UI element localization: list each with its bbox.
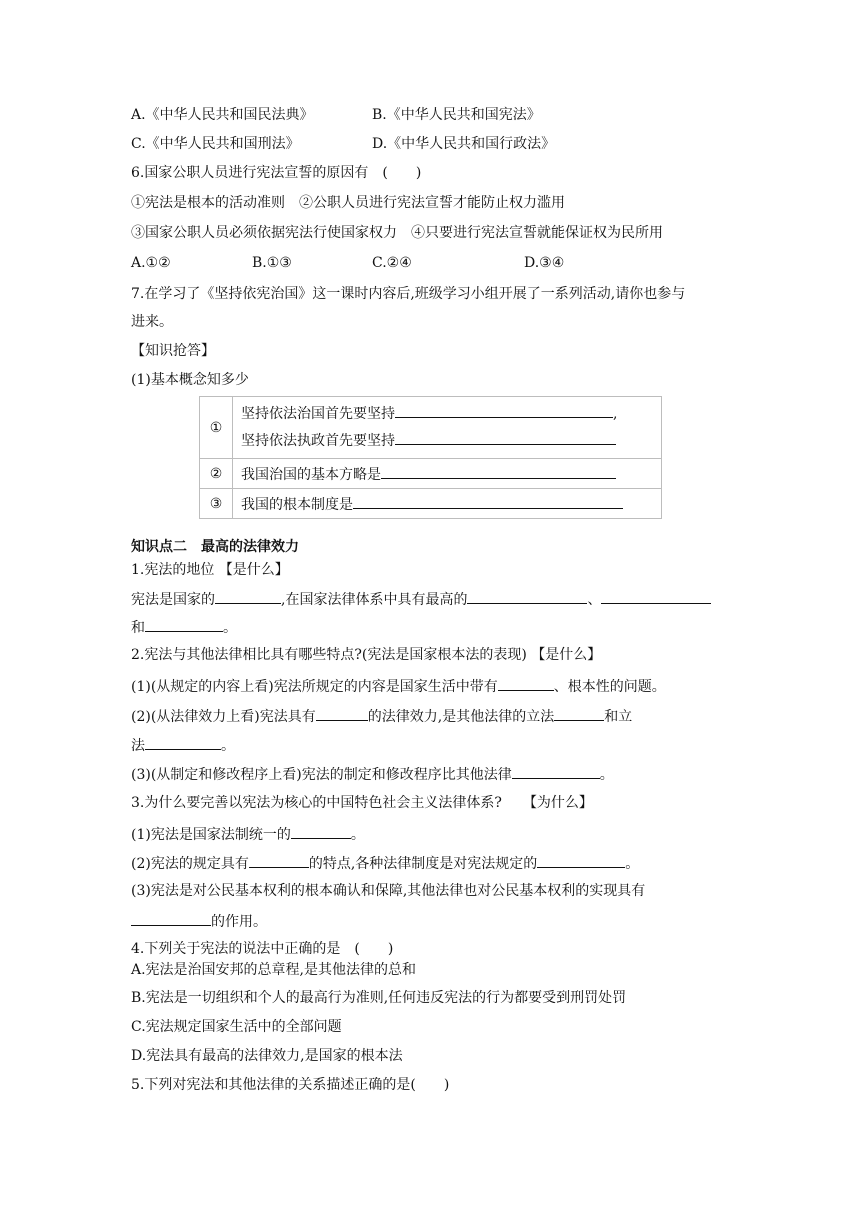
kp2-s1-title: 1.宪法的地位 【是什么】 bbox=[131, 562, 289, 578]
q6-option-c: C.②④ bbox=[372, 255, 412, 271]
text: 。 bbox=[625, 856, 640, 872]
text: 。 bbox=[350, 827, 365, 843]
text: 的特点,各种法律制度是对宪法规定的 bbox=[308, 856, 538, 872]
row-content bbox=[233, 397, 662, 459]
answer-blank[interactable] bbox=[467, 589, 587, 604]
kp2-s2-item-2-cont bbox=[131, 735, 235, 755]
answer-blank[interactable] bbox=[395, 430, 616, 445]
table-row bbox=[200, 489, 662, 519]
text: (1)宪法是国家法制统一的 bbox=[131, 827, 291, 843]
q5-option-c: C.《中华人民共和国刑法》 bbox=[131, 136, 300, 152]
knowledge-quiz-table bbox=[199, 396, 662, 519]
answer-blank[interactable] bbox=[145, 617, 223, 632]
row-text: 我国的根本制度是 bbox=[241, 496, 353, 513]
answer-blank[interactable] bbox=[537, 853, 625, 868]
row-text: 坚持依法治国首先要坚持 bbox=[241, 405, 395, 422]
text: 和 bbox=[131, 620, 145, 636]
text: 的作用。 bbox=[211, 914, 267, 930]
text: 、根本性的问题。 bbox=[553, 679, 666, 695]
kp2-s2-item-3 bbox=[131, 764, 614, 784]
answer-blank[interactable] bbox=[395, 403, 613, 418]
text: (1)(从规定的内容上看)宪法所规定的内容是国家生活中带有 bbox=[131, 679, 498, 695]
text: 法 bbox=[131, 738, 145, 754]
q7-subheading: (1)基本概念知多少 bbox=[131, 372, 249, 388]
table-row bbox=[200, 397, 662, 459]
kp2-s1-line-1 bbox=[131, 589, 711, 609]
q5-option-d: D.《中华人民共和国行政法》 bbox=[372, 136, 556, 152]
kp2-s3-title: 3.为什么要完善以宪法为核心的中国特色社会主义法律体系? 【为什么】 bbox=[131, 795, 593, 811]
q4-stem: 4.下列关于宪法的说法中正确的是 ( ) bbox=[131, 941, 394, 957]
answer-blank[interactable] bbox=[512, 764, 600, 779]
q4-option-b: B.宪法是一切组织和个人的最高行为准则,任何违反宪法的行为都要受到刑罚处罚 bbox=[131, 990, 627, 1006]
q6-statement-line-2: ③国家公职人员必须依据宪法行使国家权力 ④只要进行宪法宣誓就能保证权为民所用 bbox=[131, 225, 663, 241]
kp2-s3-item-3-cont bbox=[131, 911, 267, 931]
row-number: ③ bbox=[200, 489, 233, 519]
answer-blank[interactable] bbox=[353, 494, 623, 509]
q5-option-a: A.《中华人民共和国民法典》 bbox=[131, 107, 314, 123]
text: 、 bbox=[587, 592, 602, 608]
kp2-s1-line-2 bbox=[131, 617, 237, 637]
text: 。 bbox=[223, 620, 237, 636]
text: ,在国家法律体系中具有最高的 bbox=[281, 592, 468, 608]
answer-blank[interactable] bbox=[145, 735, 221, 750]
q5-stem: 5.下列对宪法和其他法律的关系描述正确的是( ) bbox=[131, 1077, 450, 1093]
answer-blank[interactable] bbox=[215, 589, 281, 604]
kp2-s3-item-2 bbox=[131, 853, 639, 873]
answer-blank[interactable] bbox=[554, 706, 604, 721]
q6-option-d: D.③④ bbox=[524, 255, 565, 271]
answer-blank[interactable] bbox=[291, 824, 351, 839]
answer-blank[interactable] bbox=[249, 853, 309, 868]
kp2-s3-item-1 bbox=[131, 824, 365, 844]
row-number: ① bbox=[200, 397, 233, 459]
q4-option-a: A.宪法是治国安邦的总章程,是其他法律的总和 bbox=[131, 962, 417, 978]
kp2-s2-title: 2.宪法与其他法律相比具有哪些特点?(宪法是国家根本法的表现) 【是什么】 bbox=[131, 647, 602, 663]
row-content bbox=[233, 489, 662, 519]
q7-stem-line-2: 进来。 bbox=[131, 314, 173, 330]
q6-statement-line-1: ①宪法是根本的活动准则 ②公职人员进行宪法宣誓才能防止权力滥用 bbox=[131, 195, 565, 211]
text: 。 bbox=[599, 767, 614, 783]
row-text-end: , bbox=[613, 405, 618, 422]
q6-stem: 6.国家公职人员进行宪法宣誓的原因有 ( ) bbox=[131, 165, 422, 181]
text: 和立 bbox=[604, 709, 633, 725]
q7-section-heading: 【知识抢答】 bbox=[131, 343, 215, 359]
row-text: 坚持依法执政首先要坚持 bbox=[241, 432, 395, 449]
text: 。 bbox=[221, 738, 235, 754]
answer-blank[interactable] bbox=[316, 706, 368, 721]
q6-option-b: B.①③ bbox=[252, 255, 292, 271]
answer-blank[interactable] bbox=[498, 676, 554, 691]
kp2-s2-item-1 bbox=[131, 676, 666, 696]
text: 宪法是国家的 bbox=[131, 592, 215, 608]
kp2-s3-item-3: (3)宪法是对公民基本权利的根本确认和保障,其他法律也对公民基本权利的实现具有 bbox=[131, 883, 646, 899]
q4-option-c: C.宪法规定国家生活中的全部问题 bbox=[131, 1019, 342, 1035]
answer-blank[interactable] bbox=[381, 464, 616, 479]
row-content bbox=[233, 459, 662, 489]
text: (2)(从法律效力上看)宪法具有 bbox=[131, 709, 316, 725]
text: (3)(从制定和修改程序上看)宪法的制定和修改程序比其他法律 bbox=[131, 767, 512, 783]
kp2-title: 知识点二 最高的法律效力 bbox=[131, 539, 299, 555]
q7-stem-line-1: 7.在学习了《坚持依宪治国》这一课时内容后,班级学习小组开展了一系列活动,请你也参与 bbox=[131, 286, 686, 302]
text: (2)宪法的规定具有 bbox=[131, 856, 249, 872]
row-number: ② bbox=[200, 459, 233, 489]
table-row bbox=[200, 459, 662, 489]
answer-blank[interactable] bbox=[601, 589, 711, 604]
q4-option-d: D.宪法具有最高的法律效力,是国家的根本法 bbox=[131, 1048, 403, 1064]
row-text: 我国治国的基本方略是 bbox=[241, 466, 381, 483]
q5-option-b: B.《中华人民共和国宪法》 bbox=[372, 107, 541, 123]
text: 的法律效力,是其他法律的立法 bbox=[367, 709, 555, 725]
kp2-s2-item-2 bbox=[131, 706, 632, 726]
q6-option-a: A.①② bbox=[131, 255, 171, 271]
answer-blank[interactable] bbox=[131, 911, 211, 926]
